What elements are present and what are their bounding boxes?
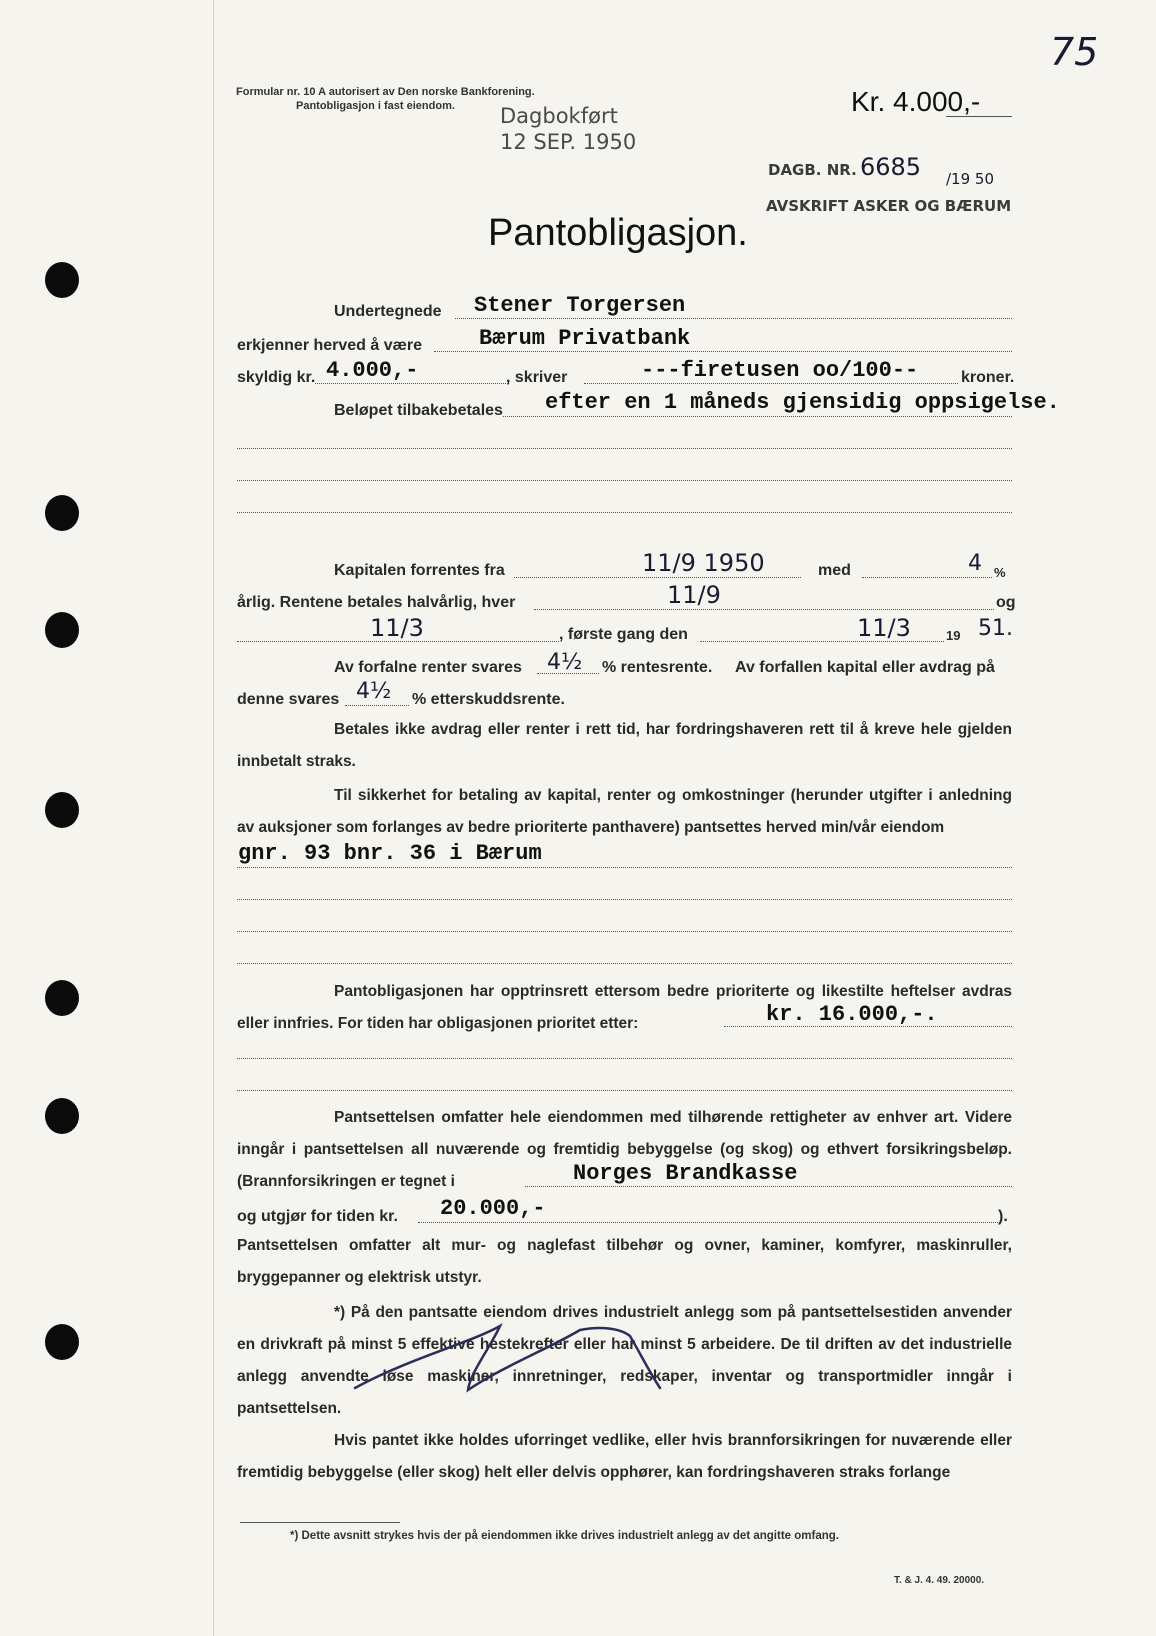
utgjor-label: og utgjør for tiden kr.	[237, 1208, 398, 1225]
sikkerhet-paragraph: Til sikkerhet for betaling av kapital, renter og omkostninger (herunder utgifter i anledning av auksjoner som forlanges av bedre prioriterte panthavere) pantsettes herved min/vår eiendom	[237, 787, 1012, 836]
punch-hole	[45, 792, 79, 828]
belopet-label: Beløpet tilbakebetales	[334, 402, 503, 419]
field-line	[237, 1058, 1012, 1059]
belopet-value: efter en 1 måneds gjensidig oppsigelse.	[545, 390, 1060, 415]
printer-mark: T. & J. 4. 49. 20000.	[894, 1575, 985, 1586]
field-line	[237, 963, 1012, 964]
prioritet-value: kr. 16.000,-.	[766, 1002, 938, 1027]
field-line	[455, 318, 1012, 319]
industri-paragraph: *) På den pantsatte eiendom drives industrielt anlegg som på pantsettelsestiden anvender en drivkraft på minst 5 effektive hestekrefter eller har minst 5 arbeidere. De til driften av det industrielle anlegg anvendte løse maskiner, innretninger, redskaper, inventar og transportmidler inngår i pantsettelsen.	[237, 1304, 1012, 1417]
field-line	[537, 673, 599, 674]
erkjenner-value: Bærum Privatbank	[479, 326, 691, 351]
punch-hole	[45, 262, 79, 298]
skyldig-label: skyldig kr.	[237, 369, 316, 386]
denne-label: denne svares	[237, 691, 340, 708]
rentesrente-value: 4½	[547, 650, 583, 675]
header-amount: Kr. 4.000,-	[851, 86, 981, 117]
av-forfallen-label: Av forfallen kapital eller avdrag på	[735, 659, 995, 676]
rentesrente-label: % rentesrente.	[602, 659, 713, 676]
dagb-nr-value: 6685	[860, 153, 922, 181]
arlig-value: 11/9	[667, 581, 721, 609]
punch-hole	[45, 1098, 79, 1134]
page-title: Pantobligasjon.	[488, 212, 748, 254]
second-date: 11/3	[370, 614, 424, 642]
erkjenner-label: erkjenner herved å være	[237, 337, 422, 354]
field-line	[237, 1090, 1012, 1091]
eiendom-value: gnr. 93 bnr. 36 i Bærum	[238, 841, 542, 866]
undertegnede-value: Stener Torgersen	[474, 293, 686, 318]
forste-label: , første gang den	[559, 626, 688, 643]
field-line	[514, 577, 801, 578]
etterskudd-value: 4½	[356, 679, 392, 704]
skriver-label: , skriver	[506, 369, 568, 386]
amount-underline	[946, 116, 1012, 117]
kapitalen-label: Kapitalen forrentes fra	[334, 562, 505, 579]
field-line	[503, 416, 1012, 417]
field-line	[345, 705, 409, 706]
field-line	[237, 641, 559, 642]
punch-hole	[45, 980, 79, 1016]
field-line	[237, 867, 1012, 868]
field-line	[237, 931, 1012, 932]
field-line	[237, 512, 1012, 513]
rate-value: 4	[968, 551, 982, 576]
year-suffix: 51.	[978, 616, 1013, 641]
dagbokfort-date: 12 SEP. 1950	[500, 130, 637, 154]
form-line-2: Pantobligasjon i fast eiendom.	[296, 100, 455, 112]
og-label: og	[996, 594, 1016, 611]
omfatter2-paragraph: Pantsettelsen omfatter alt mur- og naglefast tilbehør og ovner, kaminer, komfyrer, maskinruller, bryggepanner og elektrisk utstyr.	[237, 1237, 1012, 1286]
footnote-rule	[240, 1522, 400, 1523]
form-line-1: Formular nr. 10 A autorisert av Den norske Bankforening.	[236, 86, 535, 98]
forste-value: 11/3	[857, 614, 911, 642]
field-line	[584, 383, 958, 384]
dagbokfort-stamp: Dagbokført	[500, 104, 618, 128]
utgjor-close: ).	[998, 1208, 1008, 1225]
field-line	[434, 351, 1012, 352]
kroner-label: kroner.	[961, 369, 1015, 386]
skriver-value: ---firetusen oo/100--	[641, 358, 919, 383]
strike-stroke	[355, 1326, 660, 1390]
kapitalen-value: 11/9 1950	[642, 549, 765, 577]
av-forfalne-label: Av forfalne renter svares	[334, 659, 522, 676]
percent-sign: %	[994, 565, 1006, 580]
field-line	[315, 383, 508, 384]
field-line	[237, 480, 1012, 481]
skyldig-value: 4.000,-	[326, 358, 419, 383]
field-line	[700, 641, 944, 642]
field-line	[418, 1222, 1000, 1223]
undertegnede-label: Undertegnede	[334, 303, 442, 320]
year-prefix: 19	[946, 628, 961, 643]
med-label: med	[818, 562, 851, 579]
field-line	[724, 1026, 1012, 1027]
field-line	[525, 1186, 1012, 1187]
field-line	[237, 448, 1012, 449]
opptrinsrett-paragraph: Pantobligasjonen har opptrinsrett ettersom bedre prioriterte og likestilte heftelser avdras eller innfries. For tiden har obligasjonen prioritet etter:	[237, 983, 1012, 1032]
field-line	[534, 609, 994, 610]
dagb-nr-label: DAGB. NR.	[768, 161, 857, 179]
punch-hole	[45, 1324, 79, 1360]
footnote: *) Dette avsnitt strykes hvis der på eiendommen ikke drives industrielt anlegg av det angitte omfang.	[290, 1530, 839, 1542]
utgjor-value: 20.000,-	[440, 1196, 546, 1221]
page-number: 75	[1050, 30, 1099, 74]
field-line	[862, 577, 992, 578]
punch-hole	[45, 495, 79, 531]
margin-line	[213, 0, 214, 1636]
arlig-label: årlig. Rentene betales halvårlig, hver	[237, 594, 516, 611]
dagb-year: /19 50	[946, 170, 994, 188]
punch-hole	[45, 612, 79, 648]
omfatter-paragraph: Pantsettelsen omfatter hele eiendommen med tilhørende rettigheter av enhver art. Videre inngår i pantsettelsen all nuværende og fremtidig bebyggelse (og skog) og ethvert forsikringsbeløp. (Brannforsikringen er tegnet i	[237, 1109, 1012, 1190]
vedlike-paragraph: Hvis pantet ikke holdes uforringet vedlike, eller hvis brannforsikringen for nuværende eller fremtidig bebyggelse (eller skog) helt eller delvis opphører, kan fordringshaveren straks forlange	[237, 1432, 1012, 1481]
avskrift-stamp: AVSKRIFT ASKER OG BÆRUM	[766, 197, 1012, 215]
strike-scribble	[350, 1318, 730, 1398]
field-line	[237, 899, 1012, 900]
etterskudd-label: % etterskuddsrente.	[412, 691, 565, 708]
betales-paragraph: Betales ikke avdrag eller renter i rett tid, har fordringshaveren rett til å kreve hele gjelden innbetalt straks.	[237, 721, 1012, 770]
brannkasse-value: Norges Brandkasse	[573, 1161, 798, 1186]
